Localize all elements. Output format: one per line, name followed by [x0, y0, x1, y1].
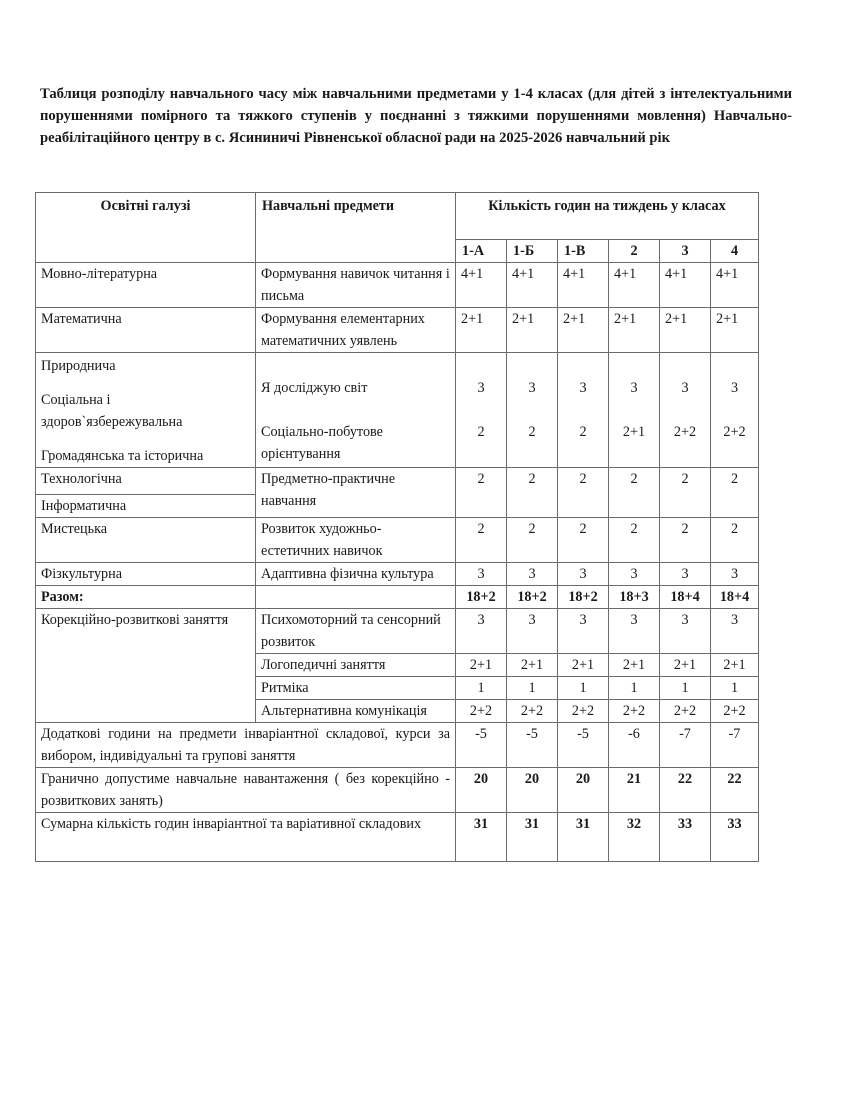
value-cell: 1	[711, 677, 759, 700]
total-row	[36, 586, 759, 609]
value-cell: 4+1	[558, 263, 609, 308]
area-cell: Мовно-літературна	[36, 263, 256, 308]
value-cell: 2	[660, 518, 711, 563]
class-header: 3	[660, 240, 711, 263]
class-header: 2	[609, 240, 660, 263]
value-cell: 22	[711, 768, 759, 813]
value-cell: 2+1	[456, 654, 507, 677]
area-cell: Фізкультурна	[36, 563, 256, 586]
subject-cell: Ритміка	[256, 677, 456, 700]
value-cell-group	[711, 353, 759, 468]
total-label: Разом:	[36, 586, 256, 609]
value-cell: 3	[507, 563, 558, 586]
value-cell: 2+1	[507, 654, 558, 677]
total-value: 18+4	[711, 586, 759, 609]
header-subjects: Навчальні предмети	[256, 193, 456, 263]
subject-cell: Предметно-практичне навчання	[256, 468, 456, 518]
value-cell: 2+1	[609, 654, 660, 677]
value-cell: -5	[456, 723, 507, 768]
value-cell: 1	[456, 677, 507, 700]
value-cell: 2+1	[622, 424, 646, 440]
value-cell: 31	[456, 813, 507, 862]
value-cell: 20	[456, 768, 507, 813]
header-row	[36, 193, 759, 240]
class-header: 1-В	[558, 240, 609, 263]
value-cell: 2	[507, 468, 558, 518]
value-cell: 4+1	[660, 263, 711, 308]
subject-cell: Формування навичок читання і письма	[256, 263, 456, 308]
value-cell: 3	[609, 563, 660, 586]
table-row	[36, 518, 759, 563]
document-title: Таблиця розподілу навчального часу між навчальними предметами у 1-4 класах (для дітей з інтелектуальними порушеннями помірного та тяжкого ступенів у поєднанні з тяжкими порушеннями мовлення) Навчально-реабілітаційного центру в с. Ясининичі Рівненської обласної ради на 2025-2026 навчальний рік	[40, 86, 792, 146]
value-cell: 3	[558, 563, 609, 586]
value-cell: 2	[579, 424, 587, 440]
table-row	[36, 563, 759, 586]
subject-cell: Розвиток художньо-естетичних навичок	[256, 518, 456, 563]
max-load-label: Гранично допустиме навчальне навантаження ( без корекційно - розвиткових занять)	[36, 768, 456, 813]
area-cell: Мистецька	[36, 518, 256, 563]
value-cell: 3	[477, 380, 485, 396]
max-load-row	[36, 768, 759, 813]
value-cell: 21	[609, 768, 660, 813]
subject-cell: Адаптивна фізична культура	[256, 563, 456, 586]
value-cell: 2+2	[673, 424, 697, 440]
value-cell: 20	[507, 768, 558, 813]
subject-cell: Альтернативна комунікація	[256, 700, 456, 723]
subject-cell: Логопедичні заняття	[256, 654, 456, 677]
total-value: 18+4	[660, 586, 711, 609]
value-cell: 2	[507, 518, 558, 563]
value-cell: 2	[609, 468, 660, 518]
value-cell: -5	[507, 723, 558, 768]
value-cell: -7	[711, 723, 759, 768]
value-cell: 3	[558, 609, 609, 654]
value-cell: 2+1	[558, 654, 609, 677]
value-cell: -7	[660, 723, 711, 768]
value-cell: 2+1	[507, 308, 558, 353]
value-cell-group	[558, 353, 609, 468]
correction-label: Корекційно-розвиткові заняття	[36, 609, 256, 723]
value-cell: 2+1	[660, 308, 711, 353]
value-cell: 2+1	[711, 308, 759, 353]
table-row	[36, 263, 759, 308]
area-cell-group	[36, 353, 256, 468]
total-value: 18+3	[609, 586, 660, 609]
value-cell: 2+1	[609, 308, 660, 353]
subject-cell: Психомоторний та сенсорний розвиток	[256, 609, 456, 654]
value-cell: -5	[558, 723, 609, 768]
value-cell: 3	[630, 380, 638, 396]
area-cell: Математична	[36, 308, 256, 353]
header-hours: Кількість годин на тиждень у класах	[456, 193, 759, 240]
value-cell: 4+1	[456, 263, 507, 308]
additional-row	[36, 723, 759, 768]
value-cell-group	[660, 353, 711, 468]
value-cell: 3	[711, 563, 759, 586]
value-cell: 2+2	[723, 424, 746, 440]
value-cell: 20	[558, 768, 609, 813]
value-cell: 22	[660, 768, 711, 813]
value-cell: 2	[660, 468, 711, 518]
subject-label: Соціально-побутове орієнтування	[261, 424, 383, 462]
value-cell: 31	[507, 813, 558, 862]
value-cell: 2	[609, 518, 660, 563]
area-cell: Інформатична	[36, 495, 256, 518]
value-cell: 2+2	[660, 700, 711, 723]
value-cell: 2+2	[558, 700, 609, 723]
value-cell: 1	[660, 677, 711, 700]
header-areas: Освітні галузі	[36, 193, 256, 263]
value-cell: 1	[558, 677, 609, 700]
value-cell: 3	[528, 380, 536, 396]
value-cell: 2	[711, 518, 759, 563]
value-cell: 2+1	[660, 654, 711, 677]
value-cell: 3	[681, 380, 689, 396]
curriculum-table	[35, 192, 759, 862]
value-cell: 3	[711, 609, 759, 654]
value-cell: 2+2	[456, 700, 507, 723]
value-cell: 4+1	[507, 263, 558, 308]
value-cell: 33	[660, 813, 711, 862]
value-cell: 3	[456, 609, 507, 654]
area-label: Соціальна і здоров`язбережувальна	[41, 392, 183, 430]
value-cell: 31	[558, 813, 609, 862]
value-cell: 4+1	[711, 263, 759, 308]
empty-cell	[256, 586, 456, 609]
sum-label: Сумарна кількість годин інваріантної та варіативної складових	[36, 813, 456, 862]
area-cell: Технологічна	[36, 468, 256, 495]
area-label: Громадянська та історична	[41, 448, 204, 464]
value-cell: 2	[558, 518, 609, 563]
value-cell: 1	[609, 677, 660, 700]
value-cell-group	[609, 353, 660, 468]
value-cell: 2	[558, 468, 609, 518]
value-cell: 32	[609, 813, 660, 862]
value-cell: 2+1	[456, 308, 507, 353]
value-cell: 2	[456, 468, 507, 518]
value-cell: 3	[609, 609, 660, 654]
value-cell-group	[507, 353, 558, 468]
value-cell: 2+2	[711, 700, 759, 723]
value-cell: 33	[711, 813, 759, 862]
value-cell: 2	[528, 424, 536, 440]
subject-label: Я досліджую світ	[261, 380, 368, 396]
subject-cell: Формування елементарних математичних уявлень	[256, 308, 456, 353]
total-value: 18+2	[558, 586, 609, 609]
value-cell: 3	[660, 609, 711, 654]
value-cell: 3	[507, 609, 558, 654]
value-cell: 3	[730, 380, 739, 396]
value-cell: 2+2	[609, 700, 660, 723]
value-cell-group	[456, 353, 507, 468]
additional-label: Додаткові години на предмети інваріантної складової, курси за вибором, індивідуальні та групові заняття	[36, 723, 456, 768]
total-value: 18+2	[507, 586, 558, 609]
class-header: 1-А	[456, 240, 507, 263]
sum-row	[36, 813, 759, 862]
table-row	[36, 353, 759, 468]
value-cell: 2+1	[711, 654, 759, 677]
value-cell: 2+2	[507, 700, 558, 723]
table-row	[36, 609, 759, 654]
class-header: 4	[711, 240, 759, 263]
value-cell: 2+1	[558, 308, 609, 353]
value-cell: 3	[456, 563, 507, 586]
area-label: Природнича	[41, 358, 116, 374]
value-cell: 3	[660, 563, 711, 586]
table-row	[36, 308, 759, 353]
value-cell: 1	[507, 677, 558, 700]
value-cell: 3	[579, 380, 587, 396]
value-cell: 2	[711, 468, 759, 518]
total-value: 18+2	[456, 586, 507, 609]
value-cell: 2	[477, 424, 485, 440]
table-row	[36, 468, 759, 495]
value-cell: 2	[456, 518, 507, 563]
value-cell: 4+1	[609, 263, 660, 308]
value-cell: -6	[609, 723, 660, 768]
class-header: 1-Б	[507, 240, 558, 263]
subject-cell-group	[256, 353, 456, 468]
